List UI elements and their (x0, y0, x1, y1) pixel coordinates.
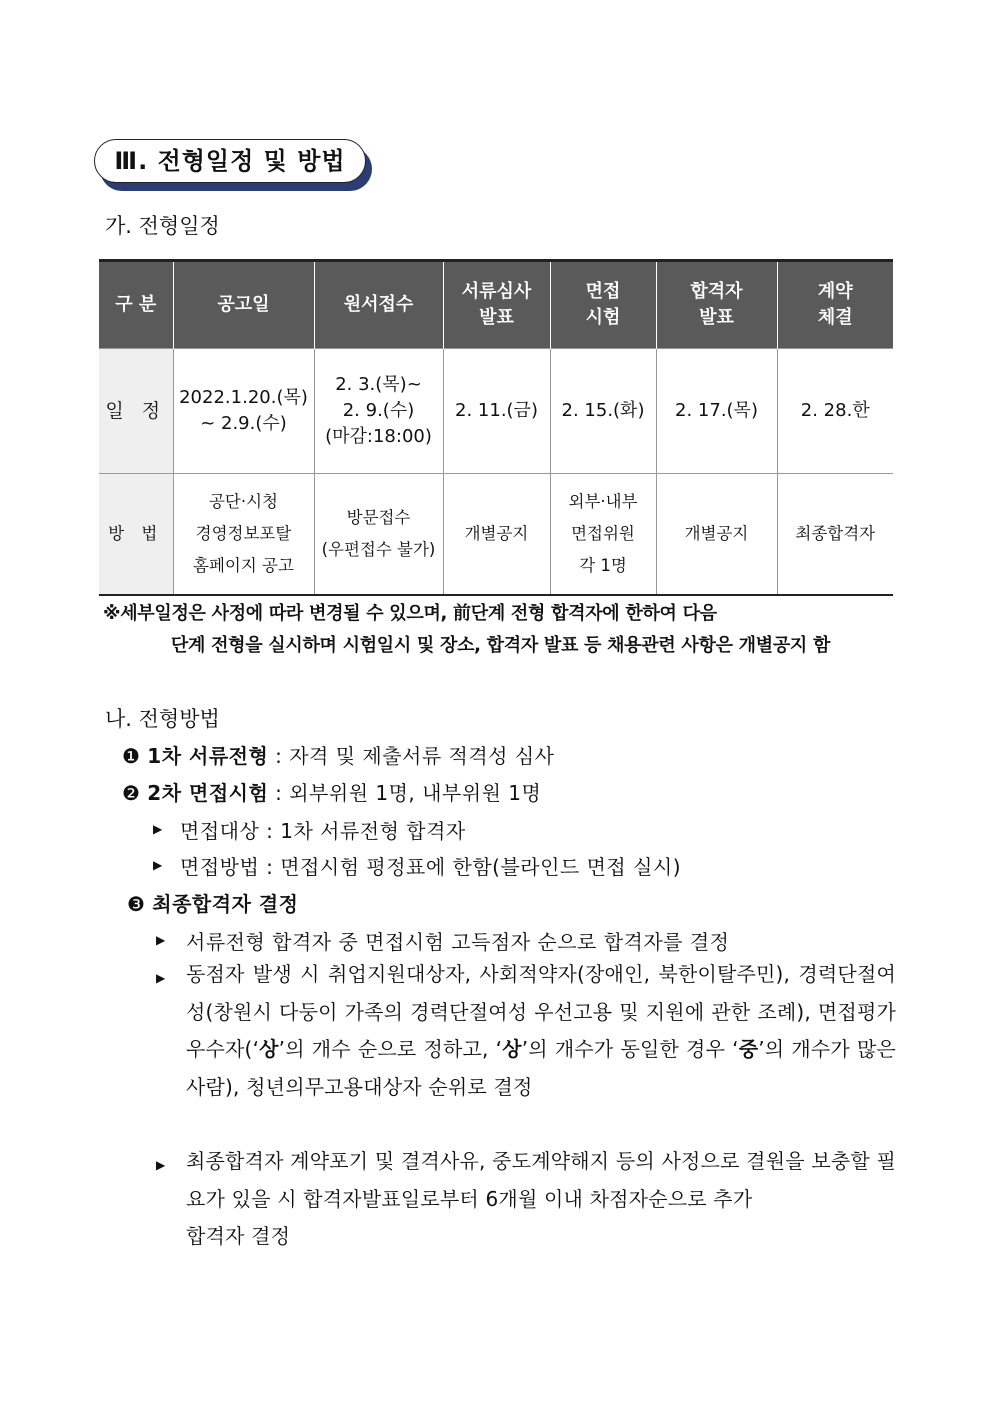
step-3 (127, 888, 299, 917)
method-heading: 나. 전형방법 (105, 707, 220, 731)
note-line-1: ※세부일정은 사정에 따라 변경될 수 있으며, 前단계 전형 합격자에 한하여 다음 (103, 603, 717, 624)
schedule-heading: 가. 전형일정 (105, 214, 220, 238)
table-cell: 방문접수 (우편접수 불가) (314, 474, 443, 596)
table-header-row (99, 261, 893, 349)
text-span: 합격자 결정 (186, 1224, 291, 1248)
schedule-table (99, 259, 893, 596)
table-cell: 개별공지 (656, 474, 777, 596)
row-label: 일 정 (99, 349, 173, 474)
step-3-item-2 (186, 956, 896, 1106)
header-cell: 서류심사 발표 (443, 261, 550, 349)
text-span: ’의 개수 순으로 정하고, ‘ (278, 1037, 503, 1061)
header-cell: 구 분 (99, 261, 173, 349)
step-2-text: : 외부위원 1명, 내부위원 1명 (268, 781, 542, 805)
text-span: 최종합격자 계약포기 및 결격사유, 중도계약해지 등의 사정으로 결원을 보충할 필요가 있을 시 합격자발표일로부터 6개월 이내 차점자순으로 추가 (186, 1149, 896, 1211)
triangle-right-icon: ▶ (156, 933, 166, 947)
table-cell: 최종합격자 (777, 474, 893, 596)
table-cell: 2022.1.20.(목) ~ 2.9.(수) (173, 349, 314, 474)
step-1 (122, 740, 555, 769)
step-2 (122, 777, 541, 806)
emphasis: 상 (502, 1037, 522, 1061)
section-title: Ⅲ. 전형일정 및 방법 (94, 139, 366, 183)
table-cell: 개별공지 (443, 474, 550, 596)
text-span: ’의 개수가 많은 사람), 청년의무고용대상자 순위로 결정 (186, 1037, 896, 1099)
step-3-item-1: 서류전형 합격자 중 면접시험 고득점자 순으로 합격자를 결정 (186, 930, 730, 954)
table-cell: 2. 11.(금) (443, 349, 550, 474)
step-2-item: 면접방법 : 면접시험 평정표에 한함(블라인드 면접 실시) (180, 855, 682, 879)
step-3-title: 최종합격자 결정 (152, 892, 299, 916)
table-row (99, 349, 893, 474)
header-cell: 계약 체결 (777, 261, 893, 349)
triangle-right-icon: ▶ (156, 1158, 166, 1172)
triangle-right-icon: ▶ (156, 971, 166, 985)
header-cell: 합격자 발표 (656, 261, 777, 349)
step-3-marker: ❸ (127, 892, 146, 916)
table-cell: 공단·시청 경영정보포탈 홈페이지 공고 (173, 474, 314, 596)
step-2-title: 2차 면접시험 (147, 781, 269, 805)
emphasis: 중 (738, 1037, 759, 1061)
triangle-right-icon: ▶ (153, 822, 163, 836)
step-1-marker: ❶ (122, 744, 141, 768)
text-span: ’의 개수가 동일한 경우 ‘ (521, 1037, 739, 1061)
emphasis: 상 (259, 1037, 279, 1061)
table-cell: 2. 17.(목) (656, 349, 777, 474)
step-2-item: 면접대상 : 1차 서류전형 합격자 (180, 819, 466, 843)
row-label: 방 법 (99, 474, 173, 596)
header-cell: 면접 시험 (550, 261, 656, 349)
step-3-item-3 (186, 1143, 896, 1256)
schedule-note (103, 598, 898, 662)
header-cell: 원서접수 (314, 261, 443, 349)
step-2-marker: ❷ (122, 781, 141, 805)
note-line-2: 단계 전형을 실시하며 시험일시 및 장소, 합격자 발표 등 채용관련 사항은 개별공지 함 (170, 635, 831, 656)
table-cell: 2. 3.(목)~ 2. 9.(수) (마감:18:00) (314, 349, 443, 474)
step-1-text: : 자격 및 제출서류 적격성 심사 (268, 744, 555, 768)
triangle-right-icon: ▶ (153, 858, 163, 872)
table-cell: 2. 15.(화) (550, 349, 656, 474)
section-title-box (94, 139, 376, 191)
header-cell: 공고일 (173, 261, 314, 349)
table-cell: 2. 28.한 (777, 349, 893, 474)
text-span: 동점자 발생 시 취업지원대상자, 사회적약자(장애인, 북한이탈주민), 경력단절여성(창원시 다둥이 가족의 경력단절여성 우선고용 및 지원에 관한 조례), 면접평가 우수자(‘ (186, 962, 896, 1061)
step-1-title: 1차 서류전형 (147, 744, 269, 768)
table-cell: 외부·내부 면접위원 각 1명 (550, 474, 656, 596)
table-row (99, 474, 893, 596)
